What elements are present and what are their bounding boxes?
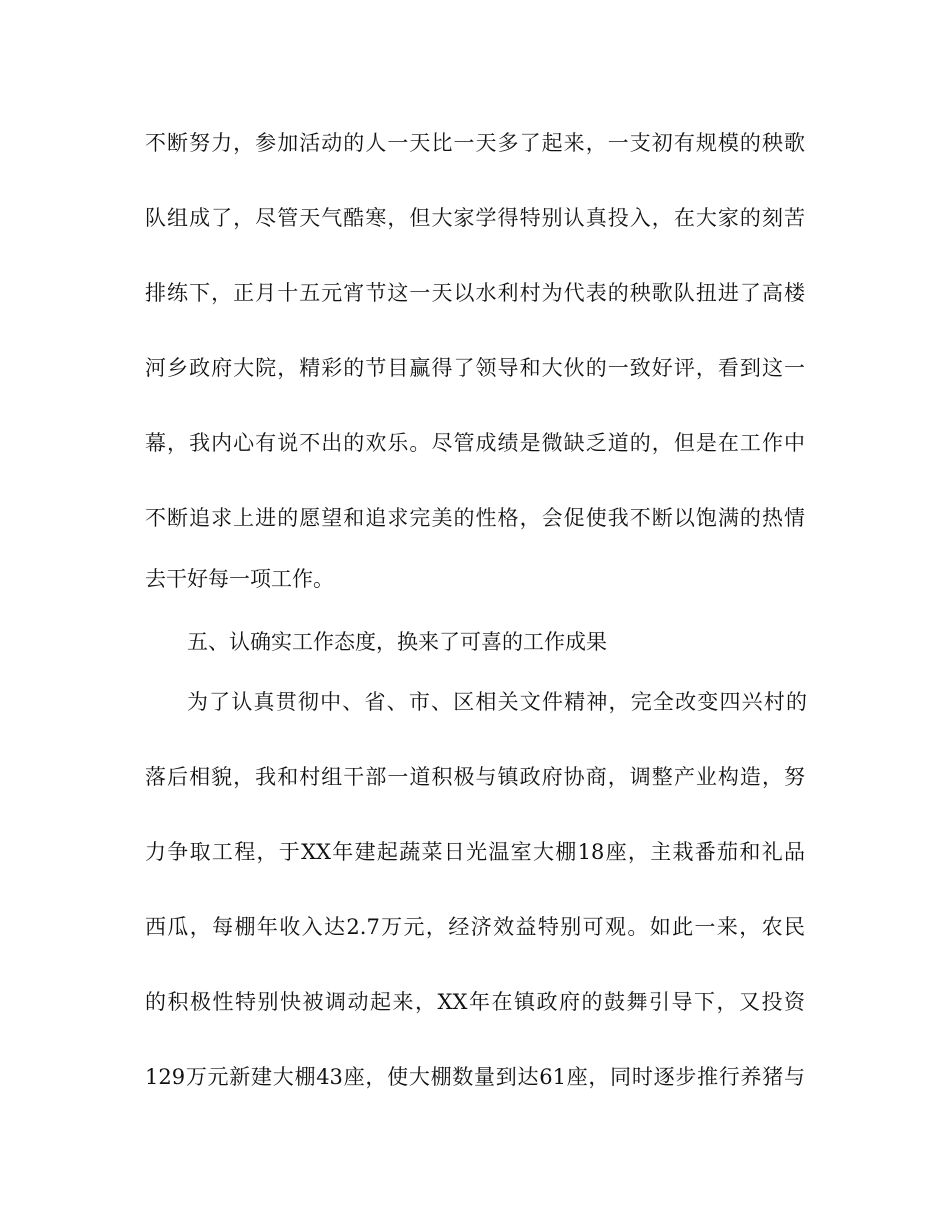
paragraph-line: 西瓜，每棚年收入达2.7万元，经济效益特别可观。如此一来，农民 [145,915,805,939]
paragraph-line: 排练下，正月十五元宵节这一天以水利村为代表的秧歌队扭进了高楼 [145,281,805,305]
paragraph-line: 队组成了，尽管天气酷寒，但大家学得特别认真投入，在大家的刻苦 [145,206,805,230]
paragraph-line-last: 去干好每一项工作。 [145,567,334,591]
section-heading: 五、认确实工作态度，换来了可喜的工作成果 [187,630,607,654]
paragraph-line-first: 为了认真贯彻中、省、市、区相关文件精神，完全改变四兴村的 [187,690,807,714]
paragraph-line: 幕，我内心有说不出的欢乐。尽管成绩是微缺乏道的，但是在工作中 [145,431,805,455]
paragraph-line: 的积极性特别快被调动起来，XX年在镇政府的鼓舞引导下，又投资 [145,990,805,1014]
paragraph-line: 力争取工程，于XX年建起蔬菜日光温室大棚18座，主栽番茄和礼品 [145,840,805,864]
paragraph-line: 河乡政府大院，精彩的节目赢得了领导和大伙的一致好评，看到这一 [145,356,805,380]
paragraph-line: 不断努力，参加活动的人一天比一天多了起来，一支初有规模的秧歌 [145,131,805,155]
paragraph-line: 129万元新建大棚43座，使大棚数量到达61座，同时逐步推行养猪与 [145,1065,805,1089]
paragraph-line: 落后相貌，我和村组干部一道积极与镇政府协商，调整产业构造，努 [145,765,805,789]
paragraph-line: 不断追求上进的愿望和追求完美的性格，会促使我不断以饱满的热情 [145,506,805,530]
